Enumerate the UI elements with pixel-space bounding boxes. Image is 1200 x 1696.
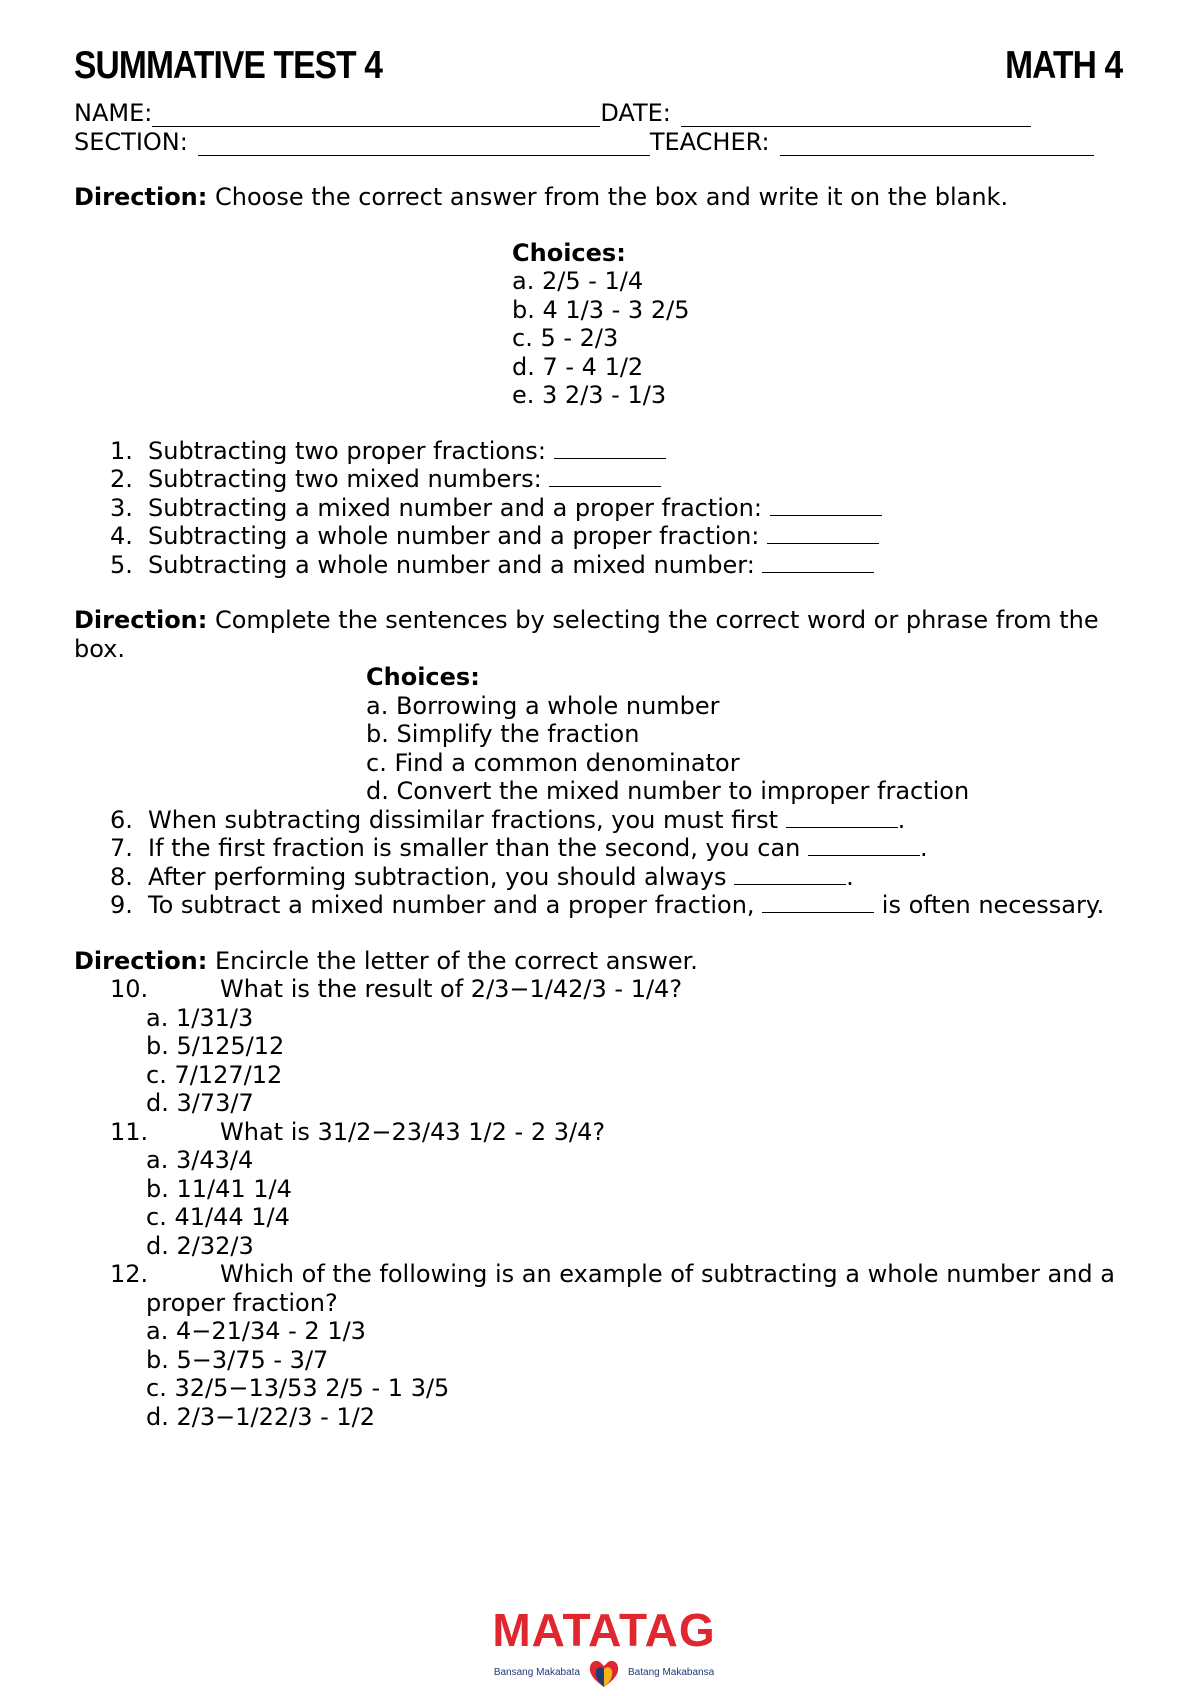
- answer-blank[interactable]: [549, 466, 661, 487]
- direction-text: Choose the correct answer from the box and write it on the blank.: [207, 183, 1009, 211]
- name-date-row: [74, 98, 1134, 127]
- item-number: 2.: [110, 465, 133, 493]
- item-text: Subtracting a whole number and a proper fraction:: [148, 522, 768, 550]
- part3-direction: [74, 947, 1134, 976]
- item-number: 6.: [110, 805, 133, 834]
- option-b[interactable]: b. 5−3/75 - 3/7: [146, 1345, 329, 1374]
- date-field[interactable]: [681, 106, 1031, 127]
- answer-blank[interactable]: [734, 864, 846, 885]
- question-item: [74, 975, 1134, 1004]
- item-text-end: .: [897, 805, 906, 834]
- tagline-left: Bansang Makabata: [493, 1667, 580, 1678]
- question-item: [74, 437, 1134, 466]
- logo-wordmark: MATATAG: [492, 1604, 716, 1656]
- choices-title: Choices:: [512, 238, 626, 267]
- choice-item: c. 5 - 2/3: [512, 324, 619, 352]
- question-item: [74, 806, 1134, 835]
- option-d[interactable]: d. 2/3−1/22/3 - 1/2: [146, 1402, 376, 1431]
- question-item: [74, 834, 1134, 863]
- question-item: [74, 891, 1134, 920]
- section-label: SECTION:: [74, 127, 188, 156]
- option-d[interactable]: d. 3/73/7: [146, 1089, 254, 1117]
- item-number: 5.: [110, 550, 133, 579]
- part3-questions: [74, 1118, 1134, 1147]
- item-text: To subtract a mixed number and a proper fraction,: [148, 891, 763, 919]
- question-item: [74, 551, 1134, 580]
- test-page: [74, 44, 1134, 1431]
- title-row: [74, 44, 1134, 98]
- choice-item: c. Find a common denominator: [366, 748, 740, 777]
- direction-label: Direction:: [74, 606, 208, 634]
- option-d[interactable]: d. 2/32/3: [146, 1231, 254, 1260]
- matatag-logo: [484, 1606, 724, 1690]
- question-text: What is the result of 2/3−1/42/3 - 1/4?: [220, 975, 683, 1003]
- part3-questions: [74, 975, 1134, 1004]
- choice-item: d. 7 - 4 1/2: [512, 352, 644, 381]
- part2-choices-box: [366, 663, 1134, 806]
- name-field[interactable]: [152, 106, 600, 127]
- option-b[interactable]: b. 11/41 1/4: [146, 1174, 292, 1203]
- item-text-end: .: [920, 834, 928, 862]
- option-a[interactable]: a. 3/43/4: [146, 1146, 254, 1174]
- option-a[interactable]: a. 1/31/3: [146, 1003, 254, 1032]
- item-number: 12.: [110, 1260, 149, 1288]
- question-item: [74, 863, 1134, 892]
- item-text: After performing subtraction, you should always: [148, 862, 735, 891]
- option-c[interactable]: c. 7/127/12: [146, 1060, 283, 1089]
- answer-blank[interactable]: [767, 523, 879, 544]
- answer-blank[interactable]: [786, 807, 898, 828]
- part1-direction: [74, 183, 1134, 212]
- choices-title: Choices:: [366, 663, 480, 691]
- direction-label: Direction:: [74, 183, 208, 211]
- name-label: NAME:: [74, 98, 153, 127]
- question-text: Which of the following is an example of subtracting a whole number and a: [220, 1260, 1115, 1288]
- answer-blank[interactable]: [554, 438, 666, 459]
- choice-item: b. Simplify the fraction: [366, 720, 640, 748]
- question-item: [74, 1260, 1134, 1289]
- answer-blank[interactable]: [762, 552, 874, 573]
- direction-text: Encircle the letter of the correct answer.: [207, 946, 698, 975]
- option-c[interactable]: c. 32/5−13/53 2/5 - 1 3/5: [146, 1374, 450, 1402]
- item-text: When subtracting dissimilar fractions, you must first: [148, 805, 786, 834]
- question-item: [74, 465, 1134, 494]
- answer-blank[interactable]: [770, 495, 882, 516]
- option-a[interactable]: a. 4−21/34 - 2 1/3: [146, 1317, 366, 1345]
- item-text-end: is often necessary.: [874, 891, 1105, 919]
- part2-direction: [74, 606, 1134, 663]
- choice-item: e. 3 2/3 - 1/3: [512, 381, 667, 409]
- hands-heart-icon: [586, 1656, 622, 1690]
- item-text: Subtracting two proper fractions:: [148, 436, 554, 465]
- section-field[interactable]: [198, 135, 650, 156]
- part3-questions: [74, 1260, 1134, 1289]
- choice-item: b. 4 1/3 - 3 2/5: [512, 295, 690, 324]
- option-c[interactable]: c. 41/44 1/4: [146, 1203, 290, 1231]
- item-number: 10.: [110, 975, 149, 1003]
- item-text: Subtracting a mixed number and a proper fraction:: [148, 493, 770, 522]
- choice-item: a. 2/5 - 1/4: [512, 267, 644, 295]
- item-text: If the first fraction is smaller than the second, you can: [148, 834, 809, 862]
- date-label: DATE:: [600, 98, 671, 127]
- item-text: Subtracting a whole number and a mixed number:: [148, 550, 763, 579]
- question-item: [74, 494, 1134, 523]
- item-number: 4.: [110, 522, 133, 550]
- part1-items: [74, 437, 1134, 580]
- choice-item: a. Borrowing a whole number: [366, 691, 720, 720]
- item-text: Subtracting two mixed numbers:: [148, 465, 550, 493]
- part2-items: [74, 806, 1134, 920]
- test-title: SUMMATIVE TEST 4: [74, 44, 383, 87]
- question-item: [74, 522, 1134, 551]
- logo-tagline: [484, 1656, 724, 1690]
- item-number: 1.: [110, 436, 133, 465]
- item-number: 9.: [110, 891, 133, 919]
- item-number: 11.: [110, 1117, 149, 1146]
- answer-blank[interactable]: [762, 892, 874, 913]
- answer-blank[interactable]: [808, 835, 920, 856]
- direction-text: Complete the sentences by selecting the correct word or phrase from the box.: [74, 606, 1099, 663]
- option-b[interactable]: b. 5/125/12: [146, 1032, 285, 1060]
- question-text-continued: proper fraction?: [146, 1288, 338, 1317]
- tagline-right: Batang Makabansa: [628, 1667, 715, 1678]
- direction-label: Direction:: [74, 946, 208, 975]
- part1-choices-box: [512, 239, 1134, 410]
- item-number: 3.: [110, 493, 133, 522]
- item-number: 7.: [110, 834, 133, 862]
- section-teacher-row: [74, 127, 1134, 156]
- question-item: [74, 1118, 1134, 1147]
- teacher-field[interactable]: [780, 135, 1094, 156]
- choice-item: d. Convert the mixed number to improper fraction: [366, 777, 970, 805]
- item-text-end: .: [846, 862, 854, 891]
- subject-title: MATH 4: [1004, 44, 1122, 87]
- item-number: 8.: [110, 862, 133, 891]
- teacher-label: TEACHER:: [649, 127, 770, 156]
- question-text: What is 31/2−23/43 1/2 - 2 3/4?: [220, 1117, 606, 1146]
